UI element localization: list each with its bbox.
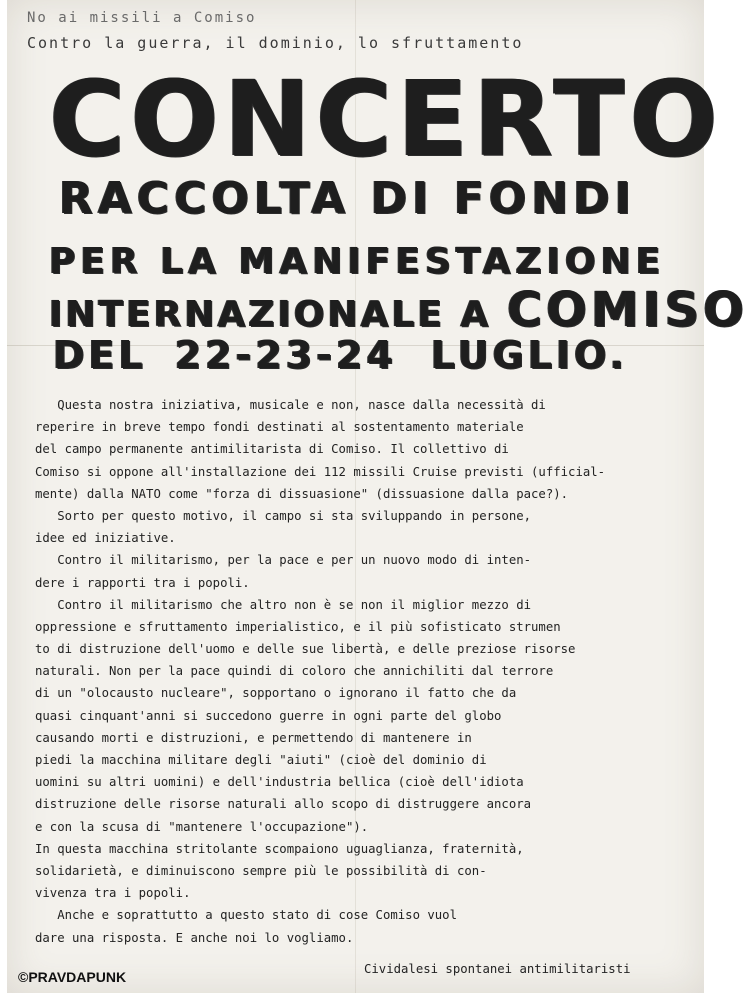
body-line: naturali. Non per la pace quindi di coloro che annichiliti dal terrore — [35, 664, 554, 679]
body-line: reperire in breve tempo fondi destinati al sostentamento materiale — [35, 420, 524, 435]
body-line: Contro il militarismo, per la pace e per un nuovo modo di inten- — [35, 553, 532, 568]
subhead-date-range: 22-23-24 — [174, 333, 397, 377]
body-line: distruzione delle risorse naturali allo scopo di distruggere ancora — [35, 797, 532, 812]
body-line: Anche e soprattutto a questo stato di cose Comiso vuol — [35, 908, 457, 923]
subhead-month: LUGLIO. — [430, 333, 629, 377]
copyright-credit: ©PRAVDAPUNK — [18, 969, 127, 985]
body-line: solidarietà, e diminuiscono sempre più le possibilità di con- — [35, 863, 487, 878]
subhead-date — [53, 330, 628, 380]
body-line: e con la scusa di "mantenere l'occupazione"). — [35, 819, 369, 834]
body-line: Contro il militarismo che altro non è se non il miglior mezzo di — [35, 597, 532, 612]
body-line: mente) dalla NATO come "forza di dissuasione" (dissuasione dalla pace?). — [35, 486, 569, 501]
body-line: Sorto per questo motivo, il campo si sta sviluppando in persone, — [35, 508, 532, 523]
headline-concerto: CONCERTO — [49, 58, 723, 180]
manifesto-body — [35, 394, 695, 949]
body-line: dare una risposta. E anche noi lo vogliamo. — [35, 930, 354, 945]
body-line: idee ed iniziative. — [35, 531, 176, 546]
body-line: oppressione e sfruttamento imperialistico, e il più sofisticato strumen — [35, 619, 561, 634]
body-line: Comiso si oppone all'installazione dei 112 missili Cruise previsti (ufficial- — [35, 464, 606, 479]
subhead-manifestazione: PER LA MANIFESTAZIONE — [49, 241, 666, 282]
body-line: vivenza tra i popoli. — [35, 886, 191, 901]
body-line: quasi cinquant'anni si succedono guerre in ogni parte del globo — [35, 708, 502, 723]
subhead-raccolta: RACCOLTA DI FONDI — [59, 173, 637, 224]
subhead-del: DEL — [53, 333, 147, 377]
body-line: Questa nostra iniziativa, musicale e non, nasce dalla necessità di — [35, 398, 546, 412]
body-line: causando morti e distruzioni, e permettendo di mantenere in — [35, 730, 472, 745]
body-line: del campo permanente antimilitarista di Comiso. Il collettivo di — [35, 442, 509, 457]
signature: Cividalesi spontanei antimilitaristi — [364, 962, 631, 976]
slogan-line-1: No ai missili a Comiso — [27, 10, 257, 26]
body-line: to di distruzione dell'uomo e delle sue libertà, e delle preziose risorse — [35, 642, 576, 657]
body-line: piedi la macchina militare degli "aiuti" (cioè del dominio di — [35, 753, 487, 767]
body-line: uomini su altri uomini) e dell'industria bellica (cioè dell'idiota — [35, 775, 524, 790]
poster-sheet — [7, 0, 748, 993]
body-line: dere i rapporti tra i popoli. — [35, 575, 250, 590]
body-line: In questa macchina stritolante scompaiono uguaglianza, fraternità, — [35, 841, 524, 856]
subhead-internazionale-text: INTERNAZIONALE A — [49, 294, 492, 335]
slogan-line-2: Contro la guerra, il dominio, lo sfruttamento — [27, 34, 524, 52]
body-line: di un "olocausto nucleare", sopportano o ignorano il fatto che da — [35, 686, 517, 701]
subhead-comiso: COMISO — [506, 282, 748, 338]
